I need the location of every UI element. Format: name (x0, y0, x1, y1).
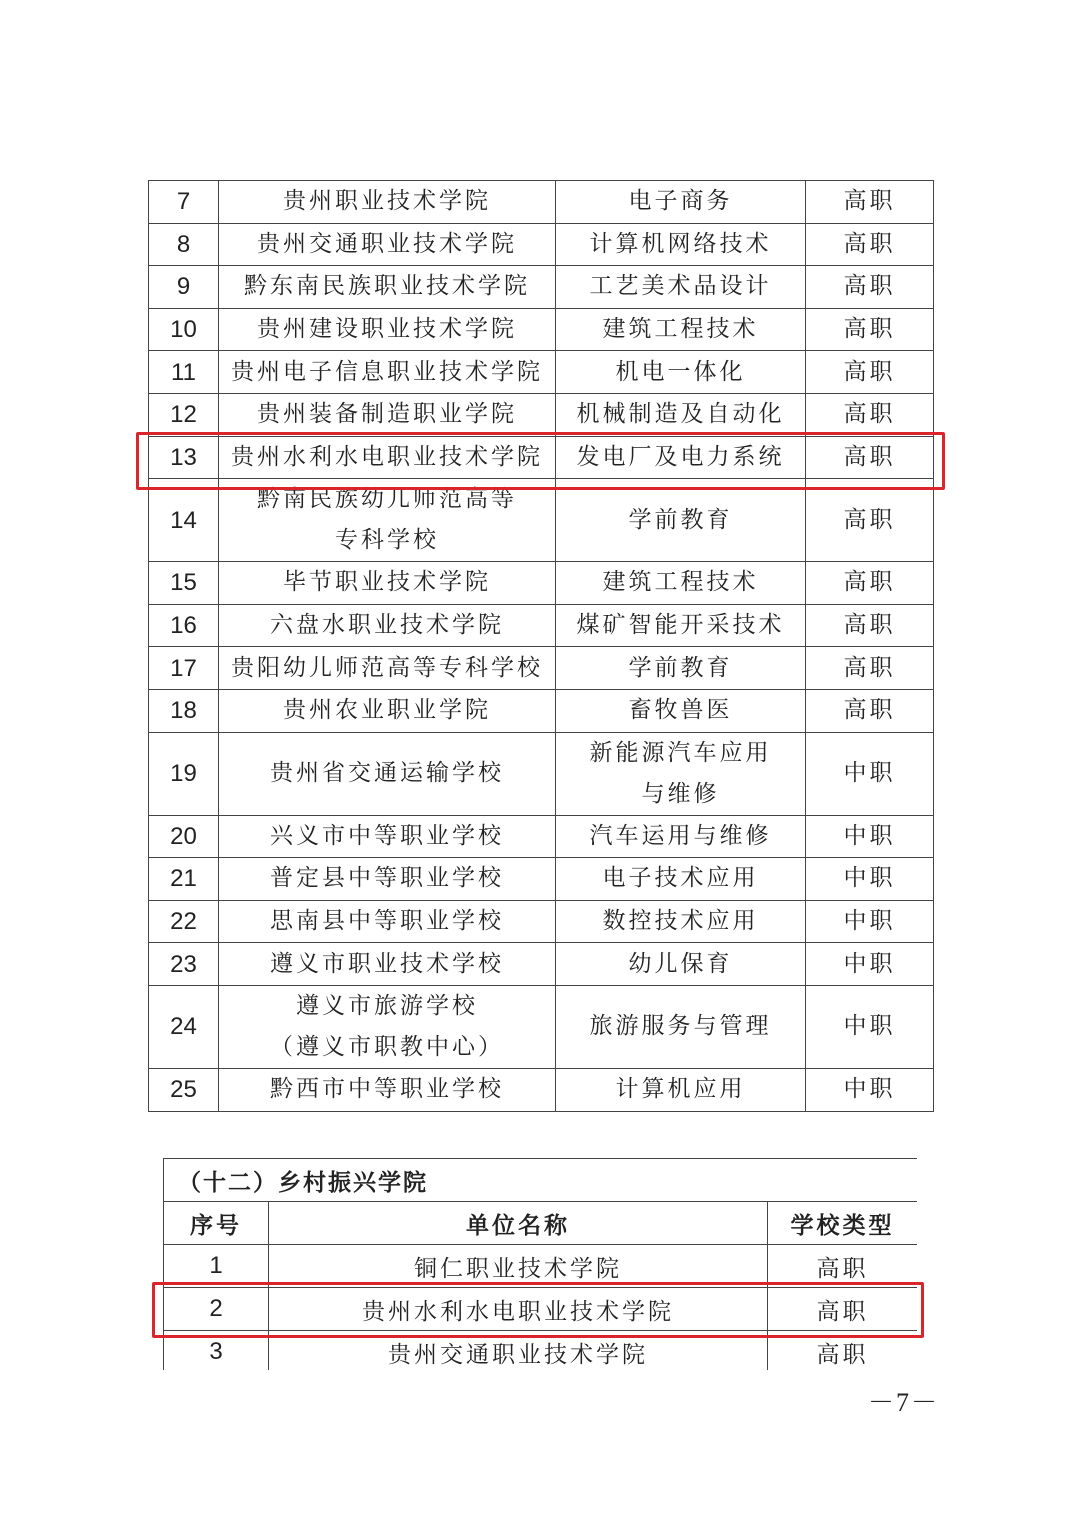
header-row (164, 1202, 918, 1245)
table-row (149, 647, 934, 690)
table-row (149, 1068, 934, 1111)
table-row (149, 562, 934, 605)
table-row (149, 181, 934, 224)
row-major (556, 479, 806, 562)
row-no: 25 (149, 1068, 219, 1111)
major-line: 学前教育 (628, 654, 733, 681)
row-school-type: 高职 (806, 689, 934, 732)
major-line: 建筑工程技术 (602, 316, 759, 343)
school-major-table (148, 180, 934, 1112)
major-line: 数控技术应用 (602, 908, 759, 935)
row-school-type: 高职 (806, 223, 934, 266)
major-line: 煤矿智能开采技术 (576, 612, 785, 639)
rural-revitalization-table (163, 1158, 917, 1370)
row-school-type: 高职 (806, 308, 934, 351)
row-school-name (219, 732, 556, 815)
row-major (556, 393, 806, 436)
school-name-line: 黔西市中等职业学校 (270, 1076, 504, 1103)
row-school-name (219, 351, 556, 394)
major-line: 畜牧兽医 (628, 697, 733, 724)
section-title: （十二）乡村振兴学院 (164, 1159, 918, 1202)
row-no: 13 (149, 436, 219, 479)
row-school-type: 高职 (806, 266, 934, 309)
school-name-line: 贵州建设职业技术学院 (257, 316, 517, 343)
row-type: 高职 (768, 1245, 918, 1288)
row-type: 高职 (768, 1331, 918, 1371)
school-name-line: （遵义市职教中心） (270, 1033, 504, 1060)
major-line: 工艺美术品设计 (589, 273, 772, 300)
table-row (149, 479, 934, 562)
row-major (556, 858, 806, 901)
row-no: 22 (149, 900, 219, 943)
row-no: 19 (149, 732, 219, 815)
row-school-type: 高职 (806, 479, 934, 562)
row-major (556, 1068, 806, 1111)
row-no: 18 (149, 689, 219, 732)
row-no: 11 (149, 351, 219, 394)
row-no: 20 (149, 815, 219, 858)
row-school-name (219, 985, 556, 1068)
school-name-line: 黔东南民族职业技术学院 (244, 273, 530, 300)
row-school-type: 高职 (806, 393, 934, 436)
row-no: 8 (149, 223, 219, 266)
row-no: 10 (149, 308, 219, 351)
row-major (556, 985, 806, 1068)
row-school-name (219, 647, 556, 690)
table-row (149, 604, 934, 647)
table-row (149, 985, 934, 1068)
row-school-type: 中职 (806, 1068, 934, 1111)
row-major (556, 181, 806, 224)
table-row (149, 943, 934, 986)
major-line: 电子技术应用 (602, 865, 759, 892)
major-line: 计算机网络技术 (589, 230, 772, 257)
table-row (149, 900, 934, 943)
page-number: －7－ (868, 1388, 940, 1417)
row-major (556, 604, 806, 647)
major-line: 机电一体化 (615, 358, 746, 385)
row-school-name (219, 308, 556, 351)
row-major (556, 689, 806, 732)
row-school-type: 中职 (806, 858, 934, 901)
row-school-type: 高职 (806, 647, 934, 690)
major-line: 发电厂及电力系统 (576, 443, 785, 470)
table-row (149, 858, 934, 901)
school-name-line: 毕节职业技术学院 (283, 569, 491, 596)
school-name-line: 遵义市职业技术学校 (270, 950, 504, 977)
school-name-line: 贵阳幼儿师范高等专科学校 (231, 654, 543, 681)
row-no: 9 (149, 266, 219, 309)
row-school-name (219, 900, 556, 943)
row-school-name (219, 943, 556, 986)
highlight-box-row-13 (136, 432, 945, 490)
school-name-line: 兴义市中等职业学校 (270, 822, 504, 849)
row-name: 铜仁职业技术学院 (269, 1245, 768, 1288)
row-school-name (219, 393, 556, 436)
row-school-name (219, 604, 556, 647)
row-school-type: 高职 (806, 562, 934, 605)
table-row (149, 351, 934, 394)
row-school-type: 中职 (806, 732, 934, 815)
row-school-type: 高职 (806, 436, 934, 479)
row-school-type: 中职 (806, 815, 934, 858)
row-no: 2 (164, 1288, 269, 1331)
row-school-type: 高职 (806, 604, 934, 647)
row-no: 3 (164, 1331, 269, 1371)
row-no: 24 (149, 985, 219, 1068)
major-line: 机械制造及自动化 (576, 401, 785, 428)
major-line: 计算机应用 (615, 1076, 746, 1103)
school-name-line: 贵州装备制造职业学院 (257, 401, 517, 428)
row-major (556, 223, 806, 266)
row-no: 16 (149, 604, 219, 647)
row-no: 1 (164, 1245, 269, 1288)
row-major (556, 266, 806, 309)
row-school-name (219, 223, 556, 266)
row-major (556, 308, 806, 351)
row-no: 23 (149, 943, 219, 986)
row-school-name (219, 562, 556, 605)
highlight-box-row-2 (152, 1282, 924, 1338)
row-major (556, 562, 806, 605)
row-no: 17 (149, 647, 219, 690)
school-name-line: 遵义市旅游学校 (296, 992, 478, 1019)
row-no: 12 (149, 393, 219, 436)
school-name-line: 专科学校 (335, 527, 439, 554)
school-name-line: 贵州省交通运输学校 (270, 760, 504, 787)
major-line: 汽车运用与维修 (589, 822, 772, 849)
header-name: 单位名称 (269, 1202, 768, 1245)
row-school-name (219, 1068, 556, 1111)
row-name: 贵州水利水电职业技术学院 (269, 1288, 768, 1331)
major-line: 与维修 (641, 780, 720, 807)
school-name-line: 黔南民族幼儿师范高等 (257, 486, 517, 513)
school-name-line: 六盘水职业技术学院 (270, 612, 504, 639)
school-name-line: 贵州职业技术学院 (283, 188, 491, 215)
row-school-type: 中职 (806, 985, 934, 1068)
header-type: 学校类型 (768, 1202, 918, 1245)
school-name-line: 思南县中等职业学校 (270, 908, 504, 935)
row-school-name (219, 689, 556, 732)
row-no: 21 (149, 858, 219, 901)
major-line: 幼儿保育 (628, 950, 733, 977)
row-no: 7 (149, 181, 219, 224)
row-type: 高职 (768, 1288, 918, 1331)
row-name: 贵州交通职业技术学院 (269, 1331, 768, 1371)
row-major (556, 900, 806, 943)
table-row (149, 308, 934, 351)
table-row (149, 393, 934, 436)
rural-revitalization-table-wrap (163, 1158, 917, 1370)
row-school-name (219, 815, 556, 858)
row-major (556, 647, 806, 690)
row-school-type: 中职 (806, 900, 934, 943)
major-line: 旅游服务与管理 (589, 1013, 772, 1040)
row-major (556, 943, 806, 986)
school-name-line: 贵州水利水电职业技术学院 (231, 443, 543, 470)
school-major-table-body (149, 181, 934, 1112)
section-title-row (164, 1159, 918, 1202)
table-row (149, 223, 934, 266)
header-no: 序号 (164, 1202, 269, 1245)
row-school-name (219, 858, 556, 901)
row-school-name (219, 479, 556, 562)
school-name-line: 贵州电子信息职业技术学院 (231, 358, 543, 385)
row-no: 15 (149, 562, 219, 605)
row-major (556, 815, 806, 858)
table-row (149, 732, 934, 815)
row-school-type: 高职 (806, 181, 934, 224)
major-line: 电子商务 (628, 188, 733, 215)
school-name-line: 贵州交通职业技术学院 (257, 230, 517, 257)
major-line: 新能源汽车应用 (589, 739, 772, 766)
school-name-line: 普定县中等职业学校 (270, 865, 504, 892)
row-no: 14 (149, 479, 219, 562)
major-line: 建筑工程技术 (602, 569, 759, 596)
row-school-name (219, 266, 556, 309)
row-major (556, 351, 806, 394)
table-row (149, 689, 934, 732)
school-name-line: 贵州农业职业学院 (283, 697, 491, 724)
row-school-type: 中职 (806, 943, 934, 986)
table-row (149, 815, 934, 858)
major-line: 学前教育 (628, 506, 733, 533)
row-school-name (219, 181, 556, 224)
row-major (556, 732, 806, 815)
table-row (149, 266, 934, 309)
row-school-type: 高职 (806, 351, 934, 394)
